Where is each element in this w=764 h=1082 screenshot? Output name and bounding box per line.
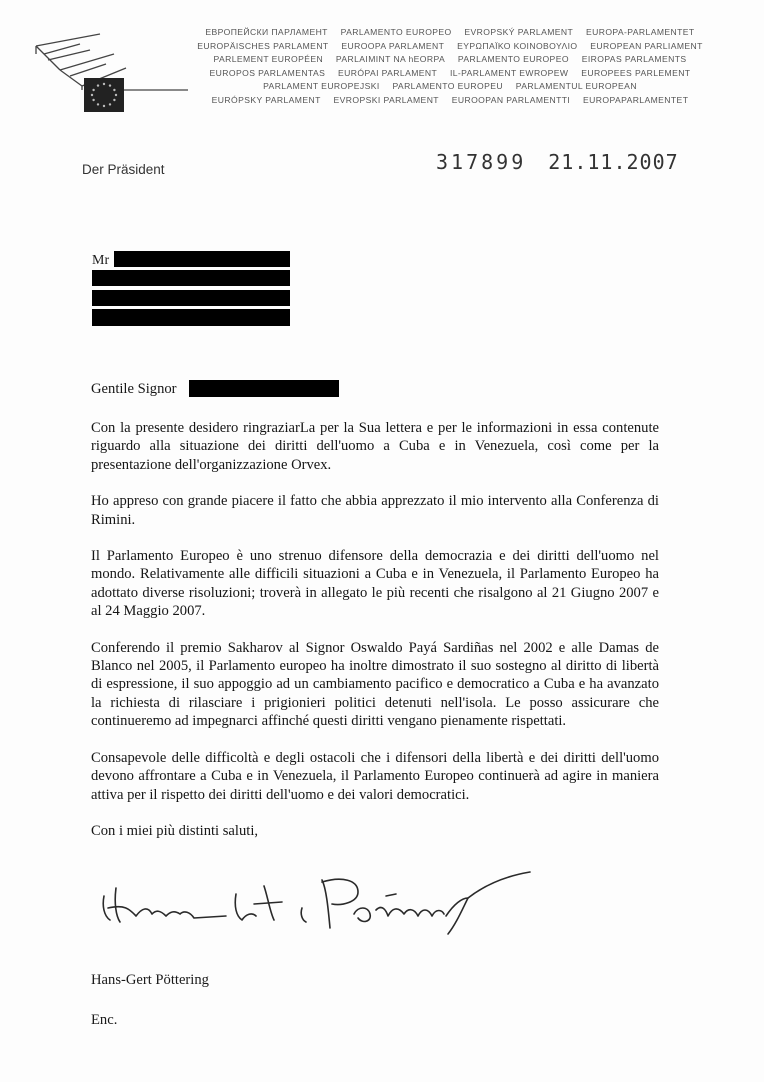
handwritten-signature (96, 858, 536, 938)
names-line: ЕВРОПЕЙСКИ ПАРЛАМЕНТ PARLAMENTO EUROPEO EVROPSKÝ PARLAMENT EUROPA-PARLAMENTET (205, 27, 695, 37)
redaction-bar (92, 290, 290, 306)
redaction-bar (189, 380, 339, 397)
names-line: PARLAMENT EUROPEJSKI PARLAMENTO EUROPEU PARLAMENTUL EUROPEAN (263, 81, 637, 91)
institution-names (190, 26, 710, 107)
names-line: PARLEMENT EUROPÉEN PARLAIMINT NA hEORPA PARLAMENTO EUROPEO EIROPAS PARLAMENTS (213, 54, 687, 64)
paragraph: Il Parlamento Europeo è uno strenuo difensore della democrazia e dei diritti dell'uomo nel mondo. Relativamente alle difficili situazioni a Cuba e in Venezuela, il Parlamento Europeo ha adottato diverse risoluzioni; troverà in allegato le più recenti che risalgono al 21 Giugno 2007 e al 24 Maggio 2007. (91, 548, 659, 620)
paragraph: Con la presente desidero ringraziarLa per la Sua lettera e per le informazioni in essa contenute riguardo alla situazione dei diritti dell'uomo a Cuba e in Venezuela, così come per la presentazione dell'organizzazione Orvex. (91, 420, 659, 473)
letter-body (91, 380, 659, 840)
names-line: EUROPÄISCHES PARLAMENT EUROOPA PARLAMENT ΕΥΡΩΠΑΪΚΟ ΚΟΙΝΟΒΟΥΛΙΟ EUROPEAN PARLIAMENT (197, 40, 703, 51)
names-line: EURÓPSKY PARLAMENT EVROPSKI PARLAMENT EUROOPAN PARLAMENTTI EUROPAPARLAMENTET (211, 94, 689, 105)
paragraph: Consapevole delle difficoltà e degli ostacoli che i difensori della libertà e dei diritti dell'uomo devono affrontare a Cuba e in Venezuela, il Parlamento Europeo continuerà ad agire in maniera attiva per il rispetto dei diritti dell'uomo e dei valori democratici. (91, 749, 659, 803)
paragraph: Ho appreso con grande piacere il fatto che abbia apprezzato il mio intervento alla Conferenza di Rimini. (91, 493, 659, 528)
european-parliament-logo (30, 24, 190, 124)
redaction-bar (114, 251, 290, 267)
salutation: Gentile Signor (91, 380, 659, 400)
closing: Con i miei più distinti saluti, (91, 822, 259, 839)
letter-date: 21.11.2007 (548, 150, 679, 174)
redaction-bar (92, 309, 290, 326)
names-line: EUROPOS PARLAMENTAS EURÓPAI PARLAMENT IL-PARLAMENT EWROPEW EUROPEES PARLEMENT (209, 67, 691, 78)
reference-stamp (436, 150, 679, 174)
paragraph: Conferendo il premio Sakharov al Signor Oswaldo Payá Sardiñas nel 2002 e alle Damas de Blanco nel 2005, il Parlamento europeo ha inoltre dimostrato il suo sostegno al diritto di libertà di espressione, il suo appoggio ad un cambiamento pacifico e democratico a Cuba e ha avanzato la richiesta di rilasciare i prigionieri politici detenuti nell'isola. Le posso assicurare che continueremo ad impegnarci affinché questi diritti vengano pienamente rispettati. (91, 639, 659, 730)
signer-name: Hans-Gert Pöttering (91, 972, 209, 988)
enclosure-note: Enc. (91, 1012, 118, 1028)
sender-role: Der Präsident (82, 162, 165, 177)
recipient-title: Mr (92, 253, 110, 268)
redaction-bar (92, 270, 290, 286)
reference-number: 317899 (436, 150, 527, 174)
